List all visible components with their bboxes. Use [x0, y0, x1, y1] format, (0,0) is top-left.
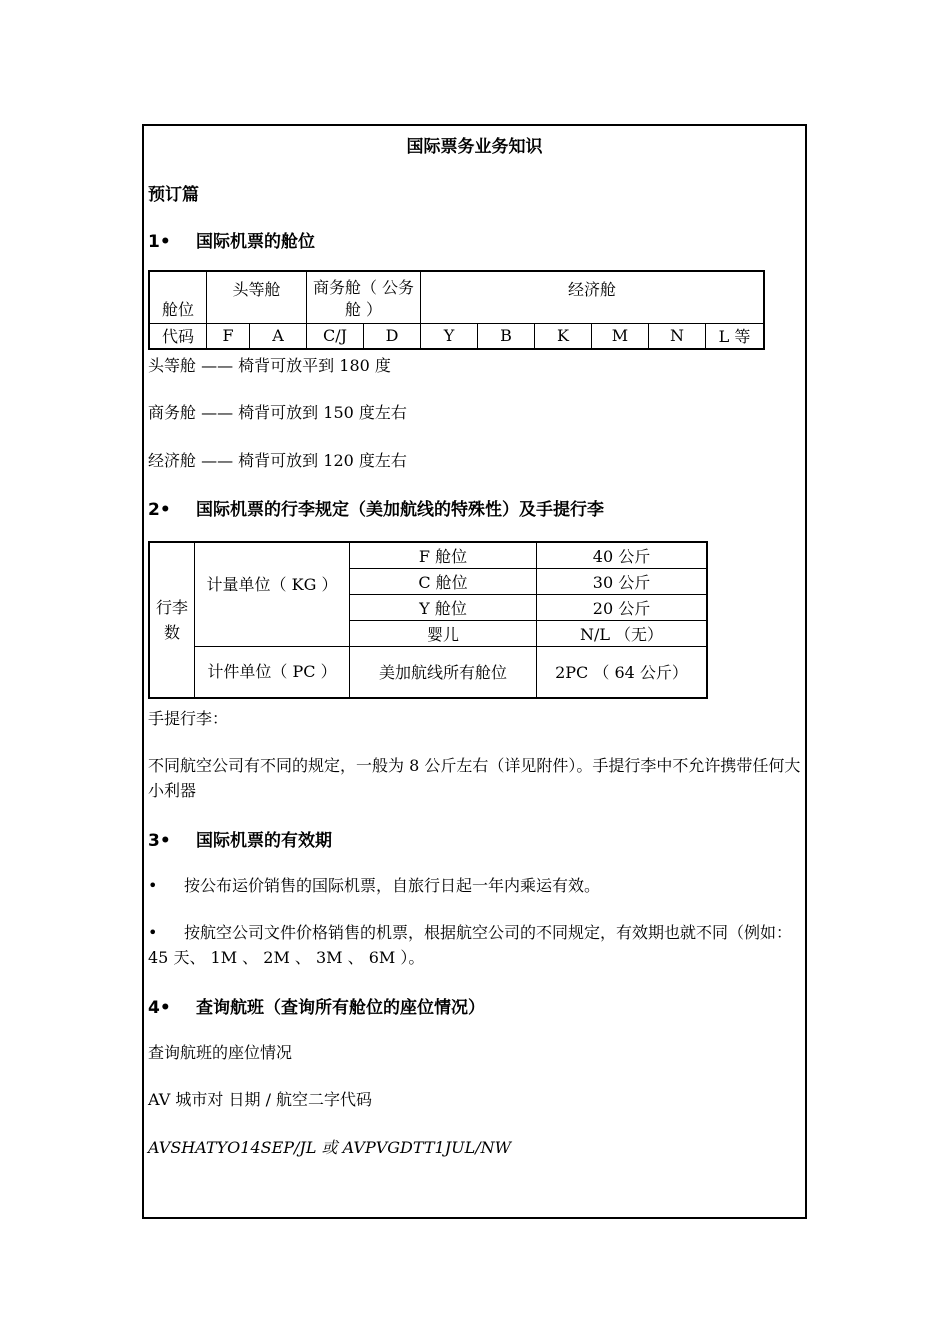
heading-3-number: 3•: [148, 831, 171, 851]
first-class-header: 头等舱: [207, 271, 307, 323]
code-cell: Y: [421, 323, 478, 349]
code-cell: M: [592, 323, 649, 349]
bullet: •: [148, 876, 158, 895]
validity-item-1: [148, 873, 600, 898]
document-title: 国际票务业务知识: [406, 137, 543, 157]
business-class-header: 商务舱（ 公务舱 ）: [307, 271, 421, 323]
code-cell: A: [250, 323, 307, 349]
weight-allowance-c: 30 公斤: [537, 568, 708, 594]
cabin-class-table: [148, 270, 765, 350]
weight-cabin-y: Y 舱位: [350, 594, 537, 620]
code-cell: L 等: [706, 323, 765, 349]
cabin-note-economy: 经济舱 —— 椅背可放到 120 度左右: [148, 451, 407, 470]
heading-4-text: 查询航班（查询所有舱位的座位情况）: [196, 998, 485, 1018]
validity-text-2: 按航空公司文件价格销售的机票，根据航空公司的不同规定，有效期也就不同（例如： 45 天、 1M 、 2M 、 3M 、 6M ）。: [148, 923, 793, 967]
validity-item-2: [148, 920, 803, 970]
cabin-row-label: 舱位: [149, 271, 207, 323]
baggage-table: [148, 541, 708, 699]
query-format: AV 城市对 日期 / 航空二字代码: [148, 1090, 373, 1109]
code-row-label: 代码: [149, 323, 207, 349]
carryon-label: 手提行李：: [148, 709, 229, 728]
weight-allowance-infant: N/L （无）: [537, 620, 708, 646]
code-cell: F: [207, 323, 250, 349]
heading-3-text: 国际机票的有效期: [196, 831, 332, 851]
cabin-note-business: 商务舱 —— 椅背可放到 150 度左右: [148, 403, 407, 422]
heading-1: [148, 227, 315, 252]
section-title: 预订篇: [148, 185, 199, 205]
code-cell: C/J: [307, 323, 364, 349]
carryon-text: 不同航空公司有不同的规定，一般为 8 公斤左右（详见附件）。手提行李中不允许携带任何大小利器: [148, 756, 801, 800]
document-frame: [142, 124, 807, 1219]
code-cell: B: [478, 323, 535, 349]
economy-class-header: 经济舱: [421, 271, 765, 323]
query-intro: 查询航班的座位情况: [148, 1043, 293, 1062]
piece-unit-label: 计件单位（ PC ）: [195, 646, 350, 698]
heading-2-text: 国际机票的行李规定（美加航线的特殊性）及手提行李: [196, 500, 604, 520]
weight-cabin-infant: 婴儿: [350, 620, 537, 646]
weight-cabin-c: C 舱位: [350, 568, 537, 594]
heading-2-number: 2•: [148, 500, 171, 520]
query-example: AVSHATYO14SEP/JL 或 AVPVGDTT1JUL/NW: [148, 1138, 512, 1157]
weight-allowance-f: 40 公斤: [537, 542, 708, 568]
weight-allowance-y: 20 公斤: [537, 594, 708, 620]
heading-1-text: 国际机票的舱位: [196, 232, 315, 252]
piece-cabin: 美加航线所有舱位: [350, 646, 537, 698]
heading-3: [148, 826, 332, 851]
code-cell: D: [364, 323, 421, 349]
code-cell: N: [649, 323, 706, 349]
bullet: •: [148, 923, 158, 942]
heading-1-number: 1•: [148, 232, 171, 252]
cabin-note-first: 头等舱 —— 椅背可放平到 180 度: [148, 356, 391, 375]
heading-2: [148, 495, 604, 520]
validity-text-1: 按公布运价销售的国际机票，自旅行日起一年内乘运有效。: [184, 876, 601, 895]
weight-cabin-f: F 舱位: [350, 542, 537, 568]
code-cell: K: [535, 323, 592, 349]
piece-allowance: 2PC （ 64 公斤）: [537, 646, 708, 698]
heading-4-number: 4•: [148, 998, 171, 1018]
baggage-row-header: 行李数: [149, 542, 195, 698]
heading-4: [148, 993, 485, 1018]
weight-unit-label: 计量单位（ KG ）: [195, 542, 350, 646]
